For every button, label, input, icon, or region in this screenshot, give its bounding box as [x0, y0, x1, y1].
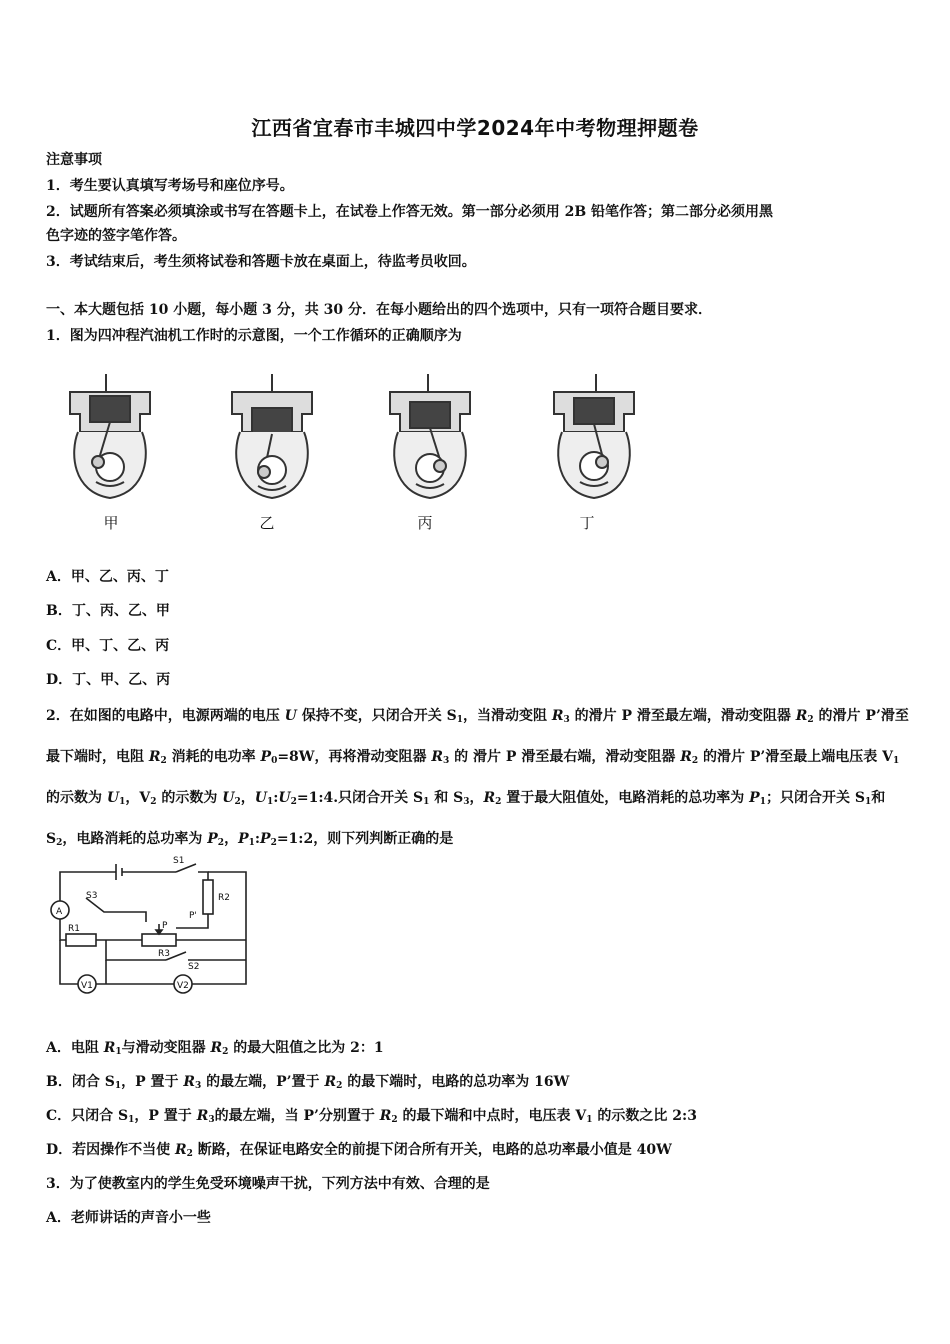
question-1-option-a: A．甲、乙、丙、丁	[46, 569, 169, 585]
caption-yi: 乙	[259, 514, 275, 532]
question-3-stem: 3．为了使教室内的学生免受环境噪声干扰，下列方法中有效、合理的是	[46, 1176, 490, 1192]
notice-item: 色字迹的签字笔作答。	[46, 228, 186, 244]
notice-item: 2．试题所有答案必须填涂或书写在答题卡上，在试卷上作答无效。第一部分必须用 2B 铅笔作答；第二部分必须用黑	[46, 204, 774, 220]
question-1-option-c: C．甲、丁、乙、丙	[46, 638, 170, 654]
question-1-option-b: B．丁、丙、乙、甲	[46, 603, 170, 619]
engine-figure-jia	[60, 362, 160, 504]
question-2-stem: 2．在如图的电路中，电源两端的电压 U 保持不变，只闭合开关 $S_1$，当滑动变阻 $R_3$ 的滑片 P 滑至最左端，滑动变阻器 $R_2$ 的滑片 P’滑至最下端时，电阻 $R_2$ 消耗的电功率 $P_0=8W$，再将滑动变阻器 $R_3$ 的 滑片 P 滑至最右端，滑动变阻器 $R_2$ 的滑片 P’滑至最上端电压表 $V_1$ 的示数为 $U_1$，$V_2$ 的示数为 $U_2$，$U_1:U_2=1:4$.只闭合开关 $S_1$ 和 $S_3$，$R_2$ 置于最大阻值处，电路消耗的总功率为 $P_1$；只闭合开关 $S_1$和 $S_2$，电路消耗的总功率为 $P_2$，$P_1:P_2=1:2$，则下列判断正确的是	[46, 708, 909, 848]
caption-jia: 甲	[103, 514, 119, 532]
section-heading: 一、本大题包括 10 小题，每小题 3 分，共 30 分．在每小题给出的四个选项中，只有一项符合题目要求．	[46, 302, 712, 318]
question-2-option-d: D．若因操作不当使 $R_2$ 断路，在保证电路安全的前提下闭合所有开关，电路的总功率最小值是 40W	[46, 1142, 672, 1159]
label-r2: R2	[218, 893, 230, 903]
question-1-stem: 1．图为四冲程汽油机工作时的示意图，一个工作循环的正确顺序为	[46, 328, 462, 344]
label-ammeter: A	[56, 907, 63, 917]
page-title: 江西省宜春市丰城四中学2024年中考物理押题卷	[251, 116, 699, 140]
label-s2: S2	[188, 962, 200, 972]
notice-heading: 注意事项	[46, 152, 102, 168]
question-3-option-a: A．老师讲话的声音小一些	[46, 1210, 211, 1226]
engine-figure-yi	[222, 362, 322, 504]
engine-figure-bing	[380, 362, 480, 504]
question-1-option-d: D．丁、甲、乙、丙	[46, 672, 171, 688]
caption-bing: 丙	[417, 514, 433, 532]
label-p-prime: P'	[189, 911, 197, 921]
notice-item: 3．考试结束后，考生须将试卷和答题卡放在桌面上，待监考员收回。	[46, 254, 476, 270]
engine-figure-ding	[544, 362, 644, 504]
label-p: P	[162, 921, 168, 931]
question-2-option-c: C．只闭合 $S_1$，P 置于 $R_3$的最左端，当 P’分别置于 $R_2$ 的最下端和中点时，电压表 $V_1$ 的示数之比 2:3	[46, 1108, 697, 1125]
label-r1: R1	[68, 924, 80, 934]
label-r3: R3	[158, 949, 170, 959]
notice-item: 1．考生要认真填写考场号和座位序号。	[46, 178, 294, 194]
label-v1: V1	[81, 981, 93, 991]
caption-ding: 丁	[579, 514, 595, 532]
label-s1: S1	[173, 856, 185, 866]
question-2-option-a: A．电阻 $R_1$与滑动变阻器 $R_2$ 的最大阻值之比为 2：1	[46, 1040, 384, 1057]
question-2-option-b: B．闭合 $S_1$，P 置于 $R_3$ 的最左端，P’置于 $R_2$ 的最下端时，电路的总功率为 16W	[46, 1074, 570, 1091]
label-s3: S3	[86, 891, 98, 901]
circuit-diagram	[46, 852, 256, 1004]
label-v2: V2	[177, 981, 189, 991]
